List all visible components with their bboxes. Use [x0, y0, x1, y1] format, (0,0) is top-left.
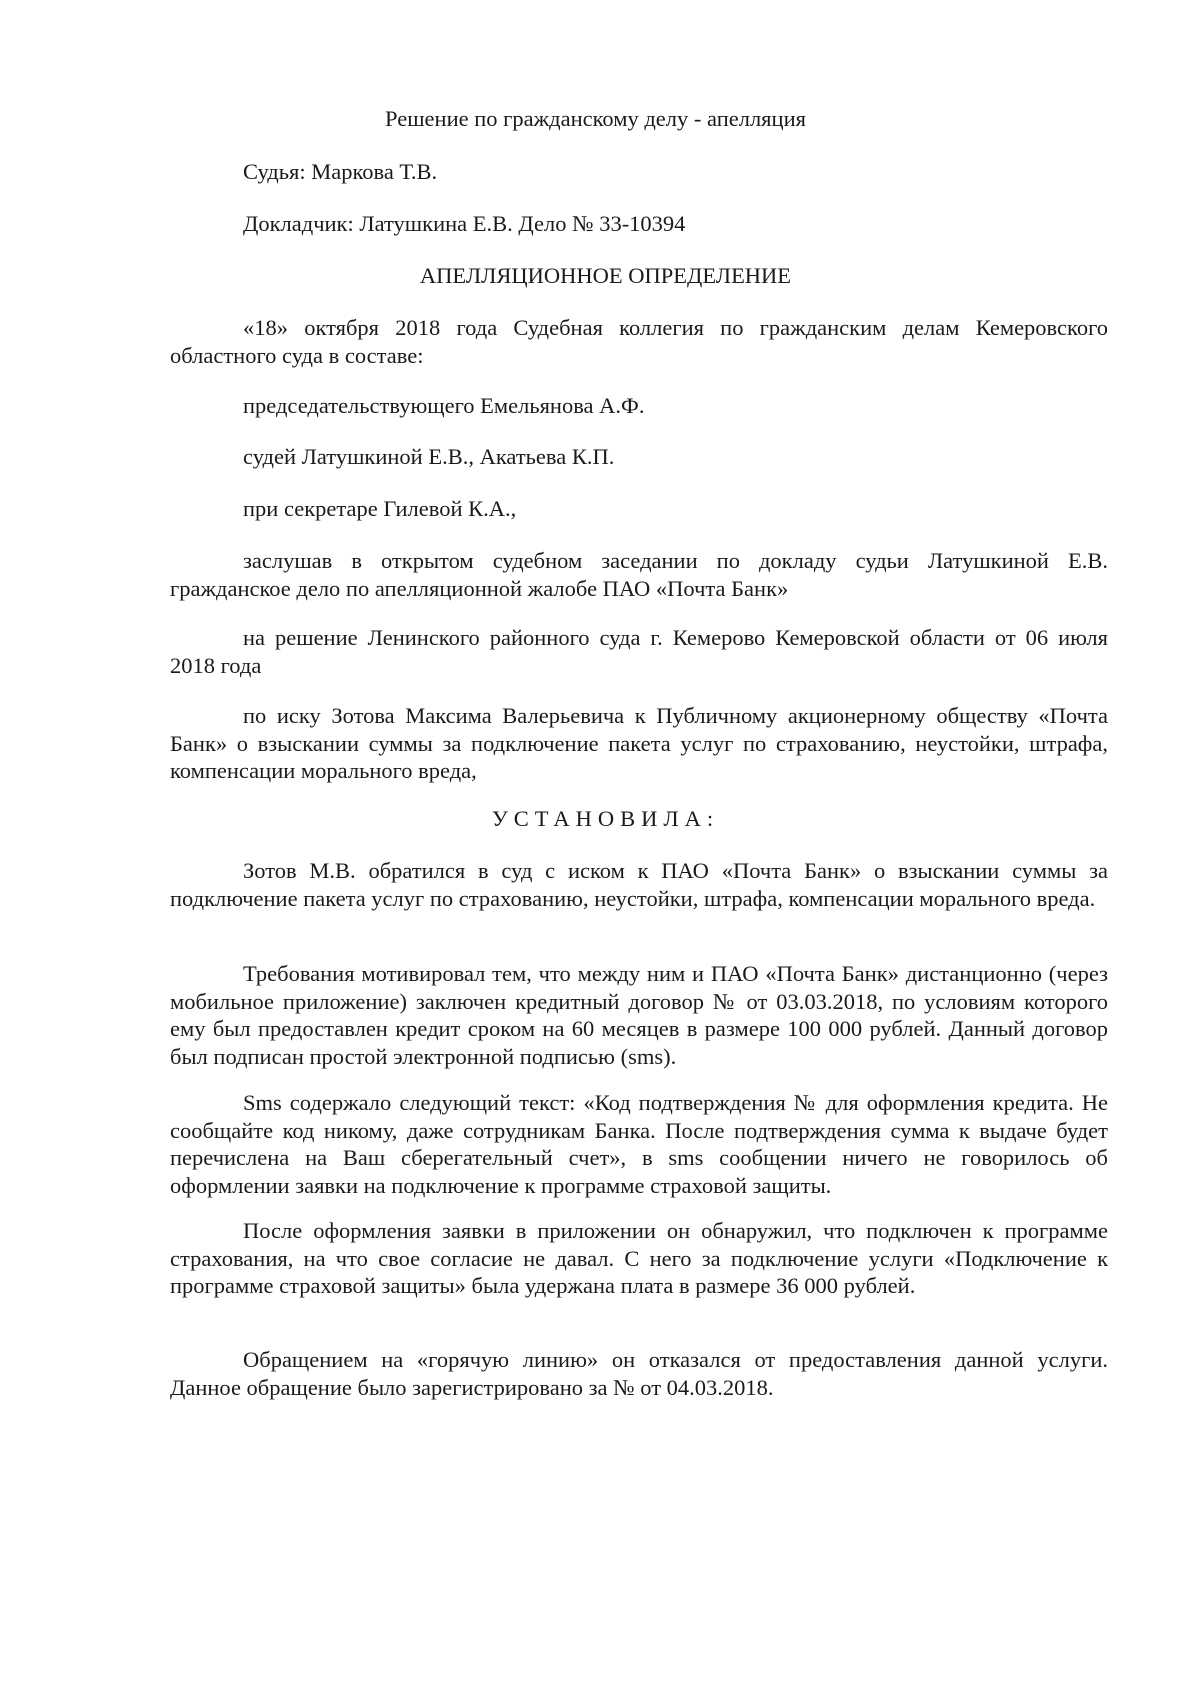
presiding-line: председательствующего Емельянова А.Ф.	[243, 393, 645, 418]
body-paragraph-2: Требования мотивировал тем, что между ним и ПАО «Почта Банк» дистанционно (через мобильное приложение) заключен кредитный договор № от 03.03.2018, по условиям которого ему был предоставлен кредит сроком на 60 месяцев в размере 100 000 рублей. Данный договор был подписан простой электронной подписью (sms).	[170, 961, 1108, 1069]
body-paragraph-5: Обращением на «горячую линию» он отказался от предоставления данной услуги. Данное обращение было зарегистрировано за № от 04.03.2018.	[170, 1347, 1108, 1400]
date-intro-paragraph: «18» октября 2018 года Судебная коллегия по гражданским делам Кемеровского областного суда в составе:	[170, 315, 1108, 368]
established-heading: УСТАНОВИЛА:	[491, 806, 720, 831]
decision-reference-paragraph: на решение Ленинского районного суда г. Кемерово Кемеровской области от 06 июля 2018 года	[170, 625, 1108, 678]
body-paragraph-4: После оформления заявки в приложении он обнаружил, что подключен к программе страхования, на что свое согласие не давал. С него за подключение услуги «Подключение к программе страховой защиты» была удержана плата в размере 36 000 рублей.	[170, 1218, 1108, 1298]
reporter-line: Докладчик: Латушкина Е.В. Дело № 33-10394	[243, 211, 686, 236]
claim-paragraph: по иску Зотова Максима Валерьевича к Публичному акционерному обществу «Почта Банк» о взыскании суммы за подключение пакета услуг по страхованию, неустойки, штрафа, компенсации морального вреда,	[170, 703, 1108, 783]
hearing-paragraph: заслушав в открытом судебном заседании по докладу судьи Латушкиной Е.В. гражданское дело по апелляционной жалобе ПАО «Почта Банк»	[170, 548, 1108, 601]
body-paragraph-1: Зотов М.В. обратился в суд с иском к ПАО «Почта Банк» о взыскании суммы за подключение пакета услуг по страхованию, неустойки, штрафа, компенсации морального вреда.	[170, 858, 1108, 911]
judges-line: судей Латушкиной Е.В., Акатьева К.П.	[243, 444, 615, 469]
document-title: Решение по гражданскому делу - апелляция	[385, 106, 806, 131]
judge-line: Судья: Маркова Т.В.	[243, 159, 438, 184]
decision-heading: АПЕЛЛЯЦИОННОЕ ОПРЕДЕЛЕНИЕ	[419, 263, 792, 288]
body-paragraph-3: Sms содержало следующий текст: «Код подтверждения № для оформления кредита. Не сообщайте код никому, даже сотрудникам Банка. После подтверждения сумма к выдаче будет перечислена на Ваш сберегательный счет», в sms сообщении ничего не говорилось об оформлении заявки на подключение к программе страховой защиты.	[170, 1090, 1108, 1198]
secretary-line: при секретаре Гилевой К.А.,	[243, 496, 517, 521]
